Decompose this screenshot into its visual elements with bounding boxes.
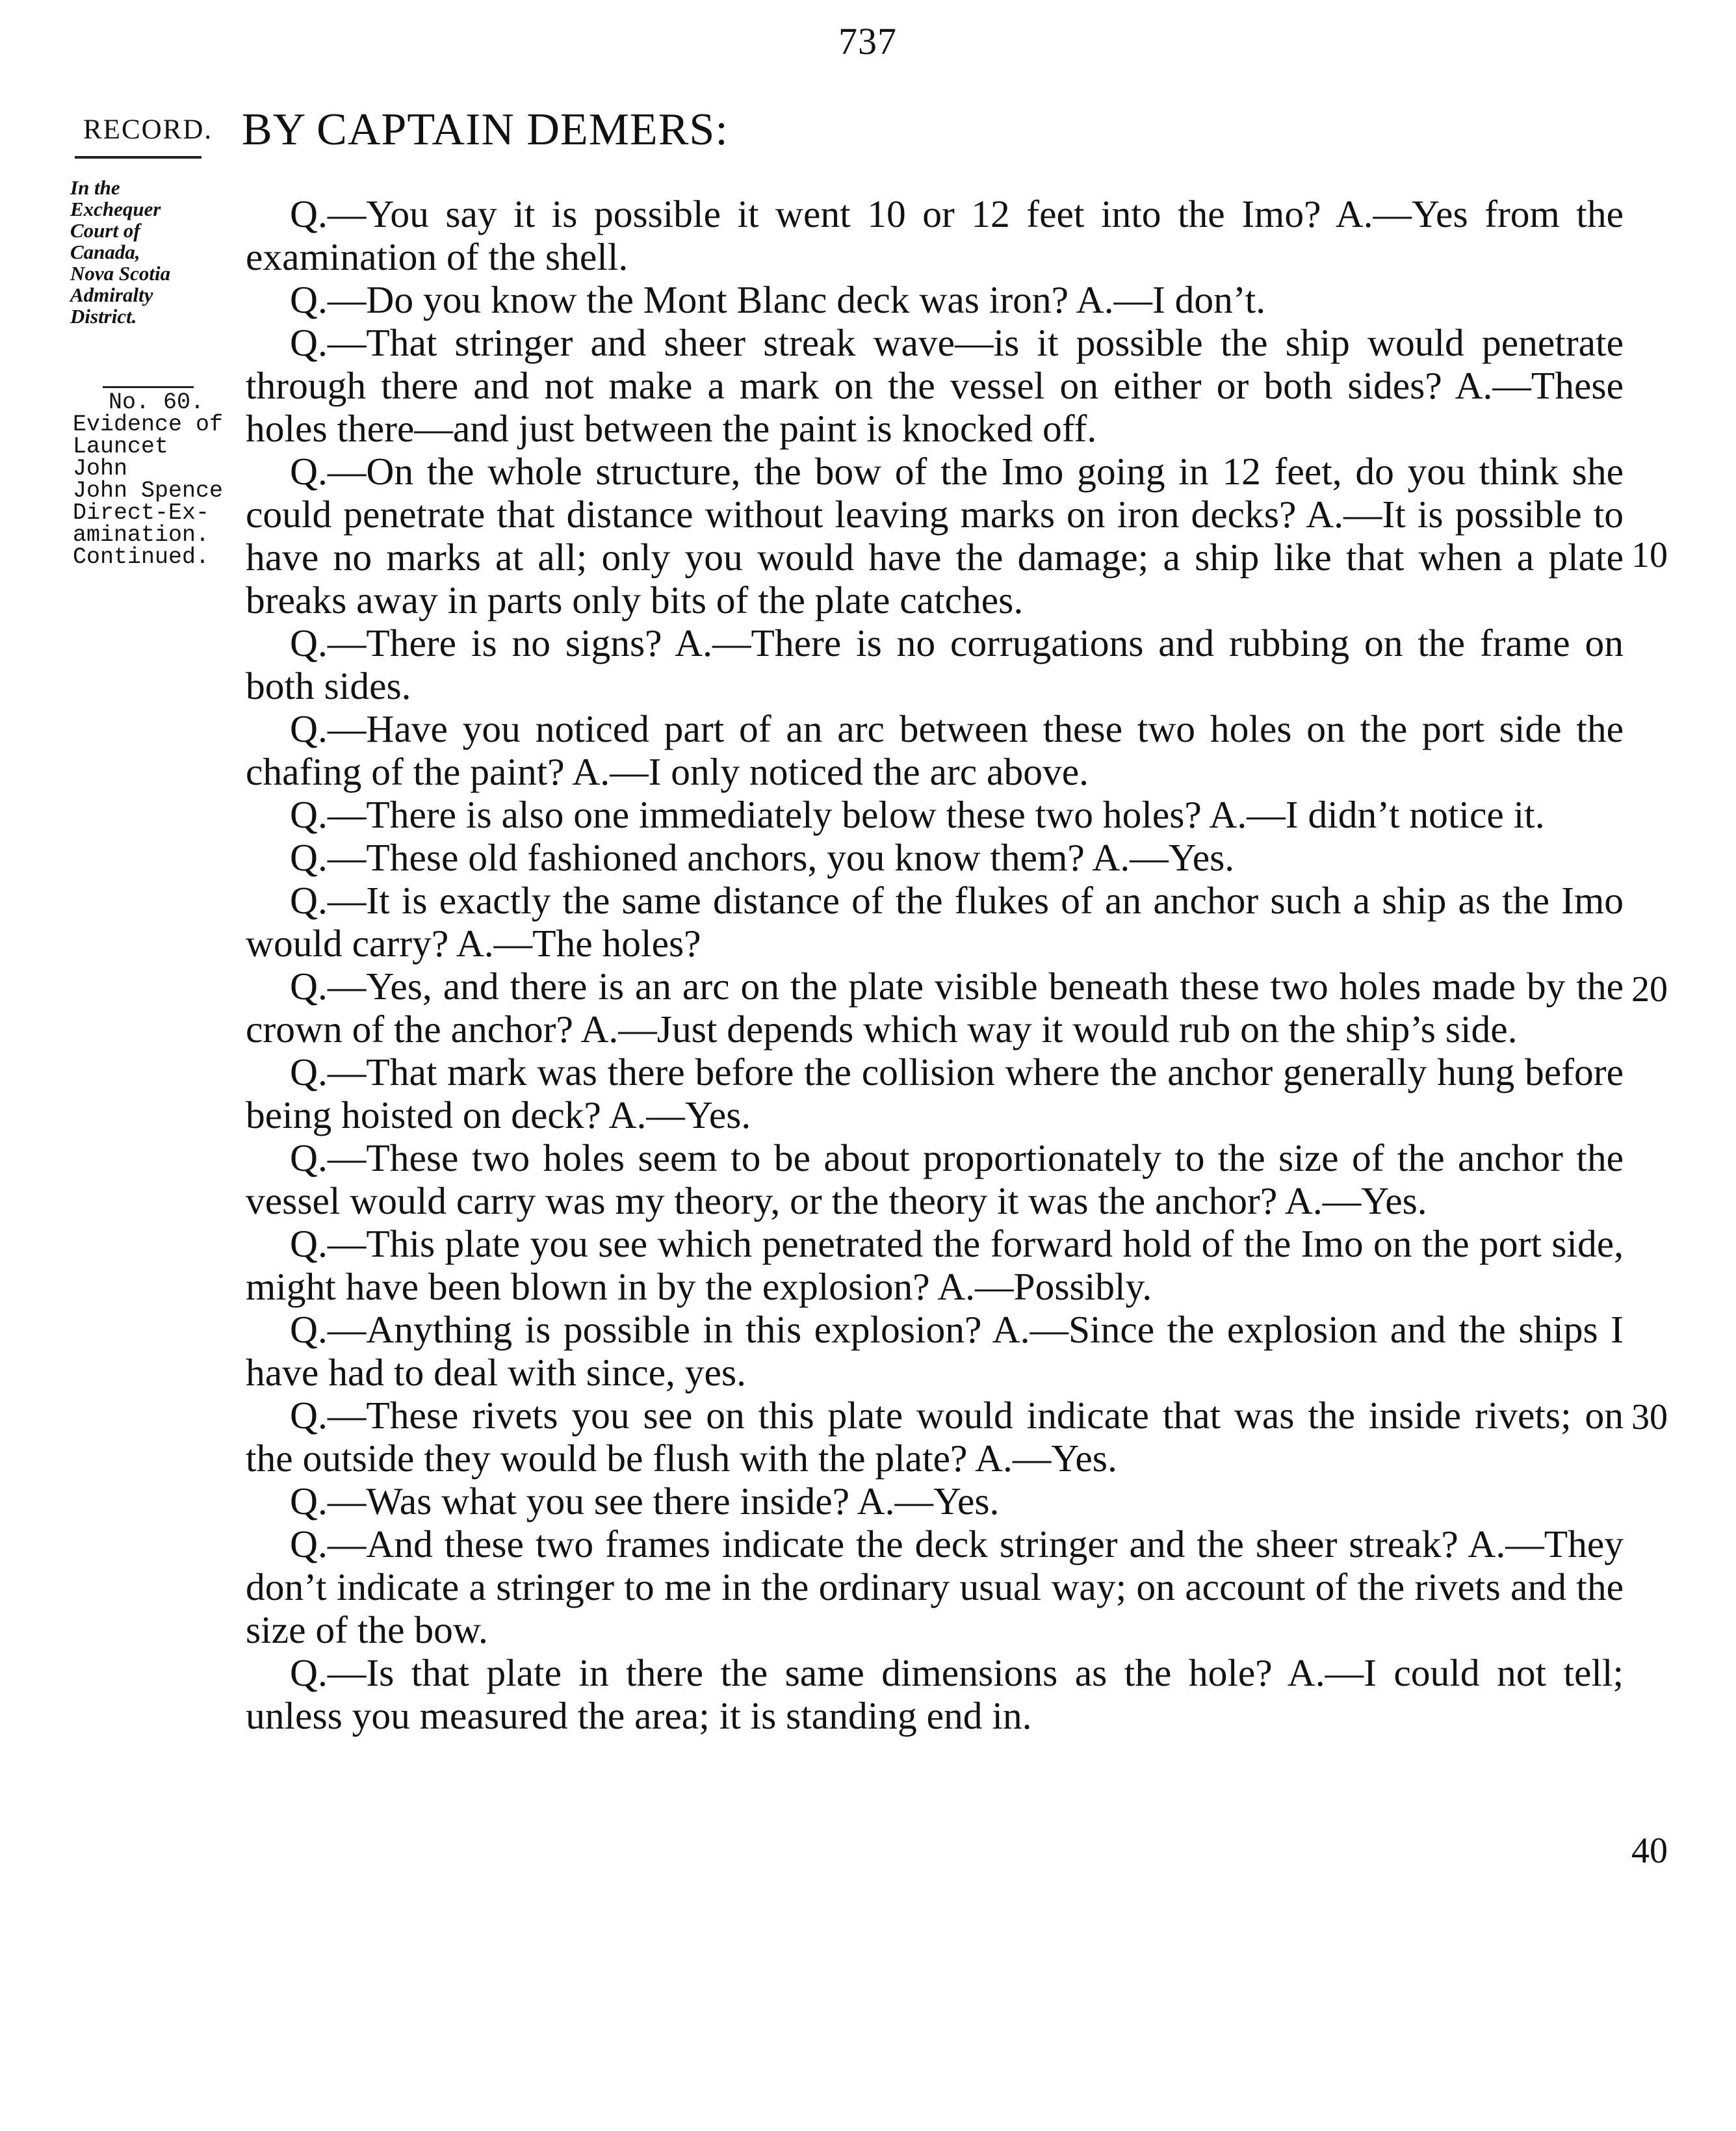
testimony-entry: Q.—You say it is possible it went 10 or 12 feet into the Imo? A.—Yes from the examination of the shell. — [246, 192, 1624, 278]
testimony-entry: Q.—And these two frames indicate the deck stringer and the sheer streak? A.—They don’t indicate a stringer to me in the ordinary usual way; on account of the rivets and the size of the bow. — [246, 1523, 1624, 1651]
evidence-line: John Spence — [73, 478, 224, 504]
record-divider — [75, 156, 201, 159]
line-number: 40 — [1631, 1831, 1668, 1871]
court-line: Admiralty — [70, 283, 153, 306]
court-sidenote — [70, 177, 239, 327]
evidence-line: amination. — [73, 522, 210, 548]
testimony-entry: Q.—There is also one immediately below these two holes? A.—I didn’t notice it. — [290, 793, 1545, 836]
testimony-body — [246, 192, 1624, 1737]
testimony-entry: Q.—These old fashioned anchors, you know them? A.—Yes. — [290, 836, 1235, 879]
record-label: RECORD. — [83, 114, 213, 145]
testimony-entry: Q.—Have you noticed part of an arc between these two holes on the port side the chafing of the paint? A.—I only noticed the arc above. — [246, 707, 1624, 793]
court-line: Canada, — [70, 241, 140, 263]
testimony-entry: Q.—There is no signs? A.—There is no corrugations and rubbing on the frame on both sides. — [246, 621, 1624, 707]
testimony-entry: Q.—These two holes seem to be about proportionately to the size of the anchor the vessel would carry was my theory, or the theory it was the anchor? A.—Yes. — [246, 1136, 1624, 1222]
court-line: Nova Scotia — [70, 262, 171, 285]
evidence-line: No. 60. — [109, 389, 205, 415]
examiner-heading: BY CAPTAIN DEMERS: — [242, 105, 729, 155]
testimony-entry: Q.—That mark was there before the collision where the anchor generally hung before being hoisted on deck? A.—Yes. — [246, 1051, 1624, 1136]
line-number: 30 — [1631, 1397, 1668, 1437]
evidence-line: Launcet — [73, 434, 169, 460]
page-number: 737 — [838, 20, 897, 62]
testimony-entry: Q.—On the whole structure, the bow of the Imo going in 12 feet, do you think she could penetrate that distance without leaving marks on iron decks? A.—It is possible to have no marks at all; only you would have the damage; a ship like that when a plate breaks away in parts only bits of the plate catches. — [246, 450, 1624, 621]
line-number: 20 — [1631, 969, 1668, 1010]
testimony-entry: Q.—These rivets you see on this plate would indicate that was the inside rivets; on the outside they would be flush with the plate? A.—Yes. — [246, 1394, 1624, 1480]
court-line: District. — [70, 305, 137, 328]
testimony-entry: Q.—It is exactly the same distance of the flukes of an anchor such a ship as the Imo would carry? A.—The holes? — [246, 879, 1624, 965]
evidence-line: Continued. — [73, 544, 210, 570]
evidence-line: Direct-Ex- — [73, 500, 210, 526]
court-line: Court of — [70, 219, 140, 242]
testimony-entry: Q.—Yes, and there is an arc on the plate visible beneath these two holes made by the crown of the anchor? A.—Just depends which way it would rub on the ship’s side. — [246, 965, 1624, 1051]
evidence-line: John — [73, 456, 128, 482]
testimony-entry: Q.—Was what you see there inside? A.—Yes. — [290, 1480, 1000, 1523]
testimony-entry: Q.—Do you know the Mont Blanc deck was iron? A.—I don’t. — [290, 278, 1266, 321]
sidenote-divider — [103, 386, 194, 388]
testimony-entry: Q.—Is that plate in there the same dimensions as the hole? A.—I could not tell; unless you measured the area; it is standing end in. — [246, 1651, 1624, 1737]
testimony-entry: Q.—This plate you see which penetrated the forward hold of the Imo on the port side, might have been blown in by the explosion? A.—Possibly. — [246, 1222, 1624, 1308]
evidence-line: Evidence of — [73, 412, 224, 438]
line-number: 10 — [1631, 535, 1668, 575]
testimony-entry: Q.—Anything is possible in this explosion? A.—Since the explosion and the ships I have had to deal with since, yes. — [246, 1308, 1624, 1394]
court-line: In the — [70, 176, 120, 199]
evidence-sidenote — [73, 391, 268, 568]
testimony-entry: Q.—That stringer and sheer streak wave—is it possible the ship would penetrate through there and not make a mark on the vessel on either or both sides? A.—These holes there—and just between the paint is knocked off. — [246, 321, 1624, 450]
court-line: Exchequer — [70, 198, 161, 220]
